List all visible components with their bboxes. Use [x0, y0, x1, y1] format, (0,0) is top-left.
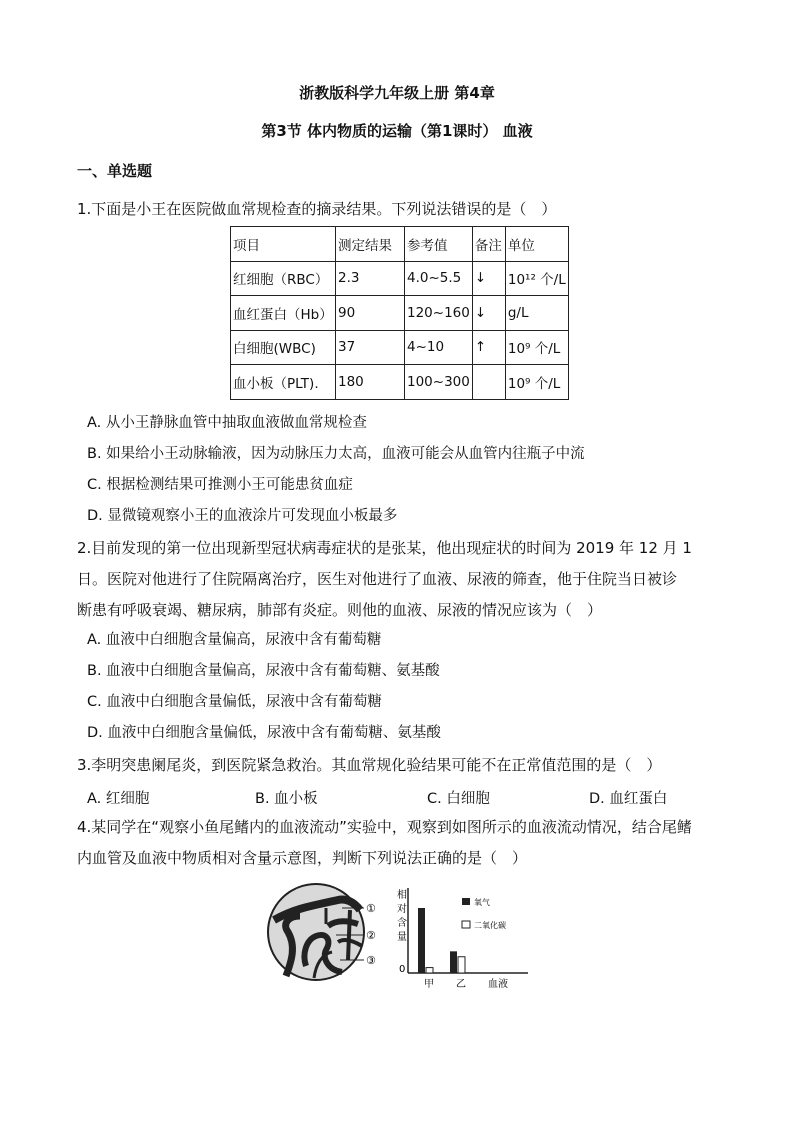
- y-axis-label-char: 对: [397, 904, 407, 915]
- q1-stem: 1.下面是小王在医院做血常规检查的摘录结果。下列说法错误的是（ ）: [77, 200, 557, 218]
- table-cell: 白细胞(WBC): [231, 330, 336, 365]
- q2-stem-line1: 2.目前发现的第一位出现新型冠状病毒症状的是张某，他出现症状的时间为 2019 年 12 月 1: [77, 539, 692, 557]
- q3-option-a: A. 红细胞: [87, 791, 150, 807]
- table-header-row: [231, 227, 569, 262]
- table-row: [231, 296, 569, 331]
- q2-option-d: D. 血液中白细胞含量偏低，尿液中含有葡萄糖、氨基酸: [87, 725, 441, 741]
- marker-label: ②: [366, 929, 376, 942]
- blood-test-table: [230, 226, 569, 400]
- legend-swatch-co2: [462, 921, 470, 928]
- table-cell: 2.3: [336, 261, 405, 296]
- q2-stem-line3: 断患有呼吸衰竭、糖尿病，肺部有炎症。则他的血液、尿液的情况应该为（ ）: [77, 601, 603, 619]
- table-cell: 10¹² 个/L: [505, 261, 568, 296]
- q2-option-a: A. 血液中白细胞含量偏高，尿液中含有葡萄糖: [87, 632, 382, 648]
- table-cell: 120~160: [405, 296, 473, 331]
- table-cell: 4.0~5.5: [405, 261, 473, 296]
- section-heading: 一、单选题: [77, 162, 153, 180]
- table-cell: ↓: [472, 296, 505, 331]
- doc-title: 浙教版科学九年级上册 第4章: [299, 84, 495, 102]
- table-cell: 10⁹ 个/L: [505, 330, 568, 365]
- marker-label: ③: [366, 954, 376, 967]
- bar-co2-1: [458, 957, 465, 973]
- bar-co2-0: [426, 968, 433, 973]
- table-cell: g/L: [505, 296, 568, 331]
- y-axis-label-char: 相: [397, 890, 407, 901]
- table-row: [231, 365, 569, 400]
- q1-option-d: D. 显微镜观察小王的血液涂片可发现血小板最多: [87, 508, 398, 524]
- q2-stem-line2: 日。医院对他进行了住院隔离治疗，医生对他进行了血液、尿液的筛查，他于住院当日被诊: [77, 570, 678, 588]
- q1-option-b: B. 如果给小王动脉输液，因为动脉压力太高，血液可能会从血管内往瓶子中流: [87, 446, 585, 462]
- q4-figure-svg: [266, 880, 536, 990]
- table-cell: 血小板（PLT).: [231, 365, 336, 400]
- table-header-cell: 测定结果: [336, 227, 405, 262]
- x-tick-label: 乙: [456, 979, 466, 990]
- table-cell: 4~10: [405, 330, 473, 365]
- q3-option-b: B. 血小板: [255, 791, 318, 807]
- table-cell: 血红蛋白（Hb）: [231, 296, 336, 331]
- table-cell: 90: [336, 296, 405, 331]
- q4-figure: [266, 880, 536, 994]
- table-cell: 180: [336, 365, 405, 400]
- bar-oxygen-0: [418, 908, 425, 973]
- table-cell: [472, 365, 505, 400]
- q3-option-c: C. 白细胞: [427, 791, 490, 807]
- y-axis-label-char: 量: [397, 932, 407, 943]
- table-row: [231, 330, 569, 365]
- x-tick-label: 甲: [424, 979, 434, 990]
- y-axis-label-char: 含: [397, 918, 407, 929]
- legend-swatch-oxygen: [462, 898, 470, 905]
- q3-stem: 3.李明突患阑尾炎，到医院紧急救治。其血常规化验结果可能不在正常值范围的是（ ）: [77, 756, 662, 774]
- q3-option-d: D. 血红蛋白: [589, 791, 668, 807]
- q2-option-c: C. 血液中白细胞含量偏低，尿液中含有葡萄糖: [87, 694, 382, 710]
- table-cell: 37: [336, 330, 405, 365]
- x-axis-label: 血液: [488, 979, 508, 990]
- axis-zero: 0: [399, 964, 406, 975]
- table-cell: ↓: [472, 261, 505, 296]
- table-header-cell: 备注: [472, 227, 505, 262]
- legend-label-co2: 二氧化碳: [474, 921, 506, 930]
- microscope-view: [268, 884, 364, 980]
- gas-content-chart: [397, 888, 528, 990]
- table-cell: 红细胞（RBC）: [231, 261, 336, 296]
- table-header-cell: 单位: [505, 227, 568, 262]
- table-row: [231, 261, 569, 296]
- table-cell: ↑: [472, 330, 505, 365]
- q1-option-c: C. 根据检测结果可推测小王可能患贫血症: [87, 477, 353, 493]
- table-header-cell: 参考值: [405, 227, 473, 262]
- legend-label-oxygen: 氧气: [474, 898, 490, 907]
- q2-option-b: B. 血液中白细胞含量偏高，尿液中含有葡萄糖、氨基酸: [87, 663, 440, 679]
- table-cell: 100~300: [405, 365, 473, 400]
- table-header-cell: 项目: [231, 227, 336, 262]
- q4-stem-line2: 内血管及血液中物质相对含量示意图，判断下列说法正确的是（ ）: [77, 849, 528, 867]
- q1-option-a: A. 从小王静脉血管中抽取血液做血常规检查: [87, 415, 367, 431]
- marker-label: ①: [366, 902, 376, 915]
- table-cell: 10⁹ 个/L: [505, 365, 568, 400]
- doc-subtitle: 第3节 体内物质的运输（第1课时） 血液: [261, 122, 533, 140]
- q4-stem-line1: 4.某同学在“观察小鱼尾鳍内的血液流动”实验中，观察到如图所示的血液流动情况，结合尾鳍: [77, 818, 692, 836]
- bar-oxygen-1: [450, 951, 457, 973]
